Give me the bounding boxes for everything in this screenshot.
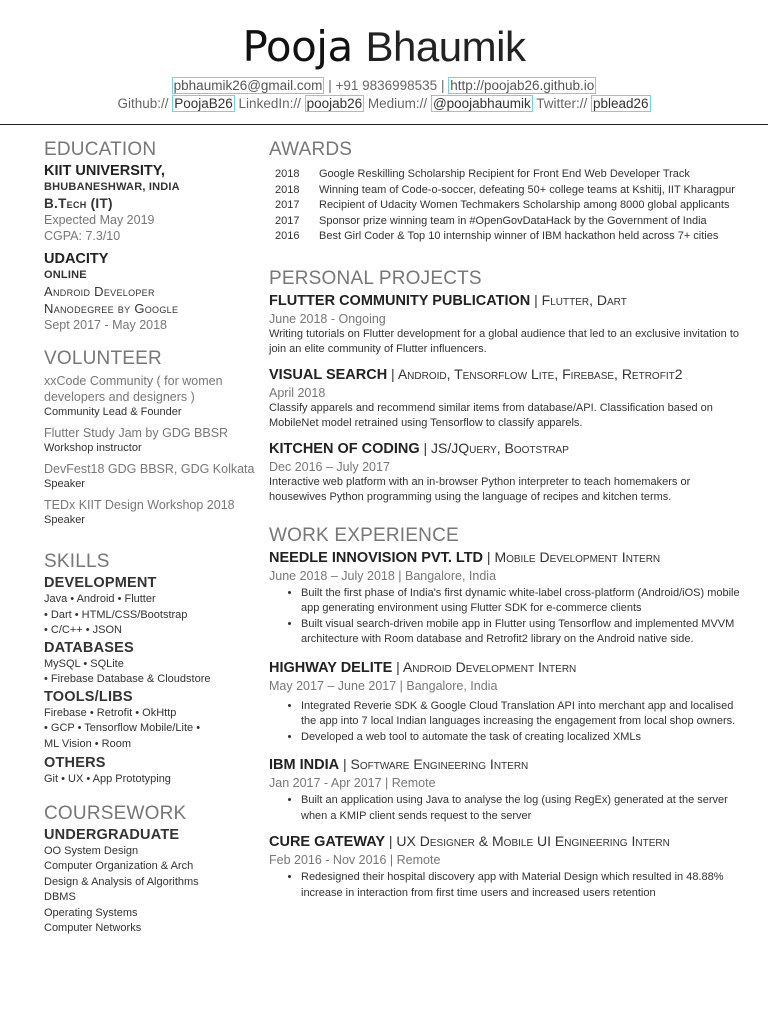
course-item: Design & Analysis of Algorithms — [44, 875, 199, 888]
skill-line: MySQL • SQLite — [44, 657, 124, 670]
job-bullets — [269, 870, 744, 901]
company-name: HIGHWAY DELITE — [269, 659, 393, 676]
work-section — [269, 524, 744, 902]
job-item — [269, 755, 744, 824]
left-column — [44, 138, 259, 937]
project-title — [269, 365, 744, 385]
company-name: NEEDLE INNOVISION PVT. LTD — [269, 549, 484, 566]
skill-line: Java • Android • Flutter — [44, 593, 156, 605]
phone-number: +91 9836998535 — [335, 78, 438, 93]
project-name: KITCHEN OF CODING — [269, 440, 420, 457]
twitter-link[interactable]: pblead26 — [592, 96, 649, 111]
section-title: PERSONAL PROJECTS — [269, 267, 482, 289]
job-meta: Jan 2017 - Apr 2017 | Remote — [269, 776, 436, 790]
volunteer-role: Workshop instructor — [44, 442, 142, 454]
award-item — [269, 198, 744, 214]
job-bullet: • Developed a web tool to automate the task of creating localized XMLs — [301, 730, 744, 746]
school-name: KIIT UNIVERSITY, — [44, 163, 165, 179]
last-name: Bhaumik — [365, 23, 526, 70]
skill-line: Git • UX • App Prototyping — [44, 773, 171, 785]
volunteer-section — [44, 347, 259, 528]
twitter-label: Twitter:// — [532, 96, 591, 111]
course-item: Computer Organization & Arch — [44, 860, 194, 872]
degree: B.Tech (IT) — [44, 196, 113, 211]
job-item — [269, 548, 744, 648]
skill-group-title: DEVELOPMENT — [44, 575, 157, 591]
project-tech: | JS/JQuery, Bootstrap — [419, 439, 569, 456]
course-item: DBMS — [44, 891, 76, 903]
award-year: 2017 — [275, 214, 300, 227]
school-location: BHUBANESHWAR, INDIA — [44, 181, 180, 193]
award-text: Winning team of Code-o-soccer, defeating 50+ college teams at Kshitij, IIT Kharagpur — [319, 183, 735, 196]
education-item — [44, 162, 259, 244]
school-name: UDACITY — [44, 251, 109, 267]
company-name: CURE GATEWAY — [269, 834, 386, 850]
skill-group-title: DATABASES — [44, 639, 134, 656]
project-item — [269, 439, 744, 506]
award-item — [269, 214, 744, 230]
section-title: WORK EXPERIENCE — [269, 524, 459, 546]
skill-group — [44, 574, 259, 639]
skill-line: • C/C++ • JSON — [44, 624, 122, 636]
project-title — [269, 291, 744, 311]
award-year: 2017 — [275, 199, 300, 211]
project-item — [269, 365, 744, 432]
volunteer-title: Flutter Study Jam by GDG BBSR — [44, 426, 229, 440]
job-role: | Software Engineering Intern — [339, 756, 529, 772]
project-date: April 2018 — [269, 385, 326, 400]
school-location: ONLINE — [44, 269, 87, 281]
job-bullet: • Built the first phase of India's first dynamic white-label cross-platform (Android/iOS) mobile app generating environment using Flutter SDK for e-commerce clients — [301, 586, 744, 617]
section-title: COURSEWORK — [44, 802, 187, 824]
course-item: OO System Design — [44, 844, 139, 857]
project-item — [269, 291, 744, 358]
cgpa: CGPA: 7.3/10 — [44, 229, 121, 243]
course-item: Operating Systems — [44, 906, 138, 919]
volunteer-title: DevFest18 GDG BBSR, GDG Kolkata — [44, 462, 255, 476]
program-dates: Sept 2017 - May 2018 — [44, 318, 167, 332]
header-divider — [0, 124, 768, 125]
award-item — [269, 183, 744, 199]
separator: | — [437, 78, 449, 93]
awards-section — [269, 138, 744, 245]
course-item: Computer Networks — [44, 922, 142, 934]
award-year: 2018 — [275, 183, 300, 196]
section-title: EDUCATION — [44, 139, 157, 160]
education-item — [44, 250, 259, 333]
skill-group — [44, 754, 259, 788]
volunteer-item — [44, 461, 259, 492]
skill-line: • GCP • Tensorflow Mobile/Lite • — [44, 722, 201, 734]
coursework-section — [44, 802, 259, 937]
volunteer-title: TEDx KIIT Design Workshop 2018 — [44, 498, 235, 512]
job-meta: Feb 2016 - Nov 2016 | Remote — [269, 853, 441, 867]
project-tech: | Flutter, Dart — [530, 291, 627, 308]
job-role: | Mobile Development Intern — [483, 548, 661, 565]
company-name: IBM INDIA — [269, 757, 340, 773]
medium-label: Medium:// — [364, 96, 431, 111]
project-name: FLUTTER COMMUNITY PUBLICATION — [269, 292, 531, 309]
skills-section — [44, 550, 259, 788]
award-year: 2016 — [275, 230, 300, 242]
award-text: Google Reskilling Scholarship Recipient for Front End Web Developer Track — [319, 168, 690, 180]
job-bullets — [269, 793, 744, 824]
volunteer-role: Community Lead & Founder — [44, 406, 182, 418]
section-title: AWARDS — [269, 139, 353, 160]
job-bullet: • Built visual search-driven mobile app in Flutter using Tensorflow and implemented MVVM architecture with Room database and Retrofit2 library on the Android native side. — [301, 617, 744, 648]
project-description: Interactive web platform with an in-browser Python interpreter to teach homemakers or housewives Python programming using the language of recipes and kitchen terms. — [269, 475, 691, 503]
job-role: | UX Designer & Mobile UI Engineering Intern — [385, 833, 670, 849]
job-title — [269, 658, 744, 678]
website-link[interactable]: http://poojab26.github.io — [450, 78, 595, 93]
volunteer-role: Speaker — [44, 514, 85, 526]
coursework-level: UNDERGRADUATE — [44, 826, 180, 843]
job-bullets — [269, 699, 744, 746]
award-item — [269, 167, 744, 183]
skill-group-title: TOOLS/LIBS — [44, 688, 133, 705]
job-title — [269, 755, 744, 775]
job-bullet: • Integrated Reverie SDK & Google Cloud Translation API into merchant app and localised the app into 7 local Indian languages increasing the engagement from local shop owners. — [301, 699, 744, 730]
candidate-name — [0, 22, 768, 72]
volunteer-title: xxCode Community ( for women developers and designers ) — [44, 374, 223, 404]
award-item — [269, 229, 744, 245]
contact-line — [0, 77, 768, 95]
linkedin-label: LinkedIn:// — [234, 96, 305, 111]
job-role: | Android Development Intern — [392, 658, 577, 675]
project-tech: | Android, Tensorflow Lite, Firebase, Retrofit2 — [387, 365, 683, 382]
awards-list — [269, 167, 744, 245]
volunteer-role: Speaker — [44, 478, 85, 490]
project-date: Dec 2016 – July 2017 — [269, 459, 390, 474]
award-text: Best Girl Coder & Top 10 internship winner of IBM hackathon held across 7+ cities — [319, 230, 719, 242]
skill-line: Firebase • Retrofit • OkHttp — [44, 706, 177, 719]
email-link[interactable]: pbhaumik26@gmail.com — [173, 78, 323, 93]
job-bullet: • Redesigned their hospital discovery app with Material Design which resulted in 48.88% increase in interaction from first time users and increased users retention — [301, 870, 744, 901]
job-item — [269, 832, 744, 901]
degree: Android Developer — [44, 284, 155, 299]
project-description: Classify apparels and recommend similar items from database/API. Classification based on MobileNet model retrained using Tensorflow to classify apparels. — [269, 401, 713, 429]
first-name: Pooja — [242, 22, 353, 71]
job-meta: June 2018 – July 2018 | Bangalore, India — [269, 568, 497, 583]
skill-line: • Dart • HTML/CSS/Bootstrap — [44, 608, 188, 621]
volunteer-item — [44, 373, 259, 420]
skill-group — [44, 688, 259, 753]
project-title — [269, 439, 744, 459]
volunteer-item — [44, 497, 259, 528]
linkedin-link[interactable]: poojab26 — [306, 96, 363, 111]
volunteer-item — [44, 425, 259, 456]
award-year: 2018 — [275, 168, 300, 180]
resume-header — [0, 0, 768, 126]
project-date: June 2018 - Ongoing — [269, 311, 386, 326]
separator: | — [324, 78, 336, 93]
graduation-date: Expected May 2019 — [44, 213, 155, 227]
job-title — [269, 832, 744, 852]
skill-group — [44, 639, 259, 688]
section-title: SKILLS — [44, 551, 110, 572]
right-column — [269, 138, 744, 901]
medium-link[interactable]: @poojabhaumik — [432, 96, 531, 111]
job-item — [269, 658, 744, 746]
degree-line-2: Nanodegree by Google — [44, 301, 179, 316]
skill-line: • Firebase Database & Cloudstore — [44, 673, 211, 685]
project-description: Writing tutorials on Flutter development for a global audience that led to an exclusive invitation to join an elite community of Flutter influencers. — [269, 327, 740, 355]
github-link[interactable]: PoojaB26 — [174, 96, 233, 111]
github-label: Github:// — [117, 96, 173, 111]
award-text: Recipient of Udacity Women Techmakers Scholarship among 8000 global applicants — [319, 199, 730, 211]
job-bullet: • Built an application using Java to analyse the log (using RegEx) generated at the server when a KMIP client sends request to the server — [301, 793, 744, 824]
education-section — [44, 138, 259, 333]
projects-section — [269, 267, 744, 506]
section-title: VOLUNTEER — [44, 348, 162, 369]
job-meta: May 2017 – June 2017 | Bangalore, India — [269, 678, 498, 693]
job-title — [269, 548, 744, 568]
job-bullets — [269, 586, 744, 648]
award-text: Sponsor prize winning team in #OpenGovDataHack by the Government of India — [319, 214, 707, 227]
social-line — [0, 95, 768, 113]
skill-line: ML Vision • Room — [44, 737, 131, 750]
skill-group-title: OTHERS — [44, 755, 106, 771]
project-name: VISUAL SEARCH — [269, 366, 388, 383]
